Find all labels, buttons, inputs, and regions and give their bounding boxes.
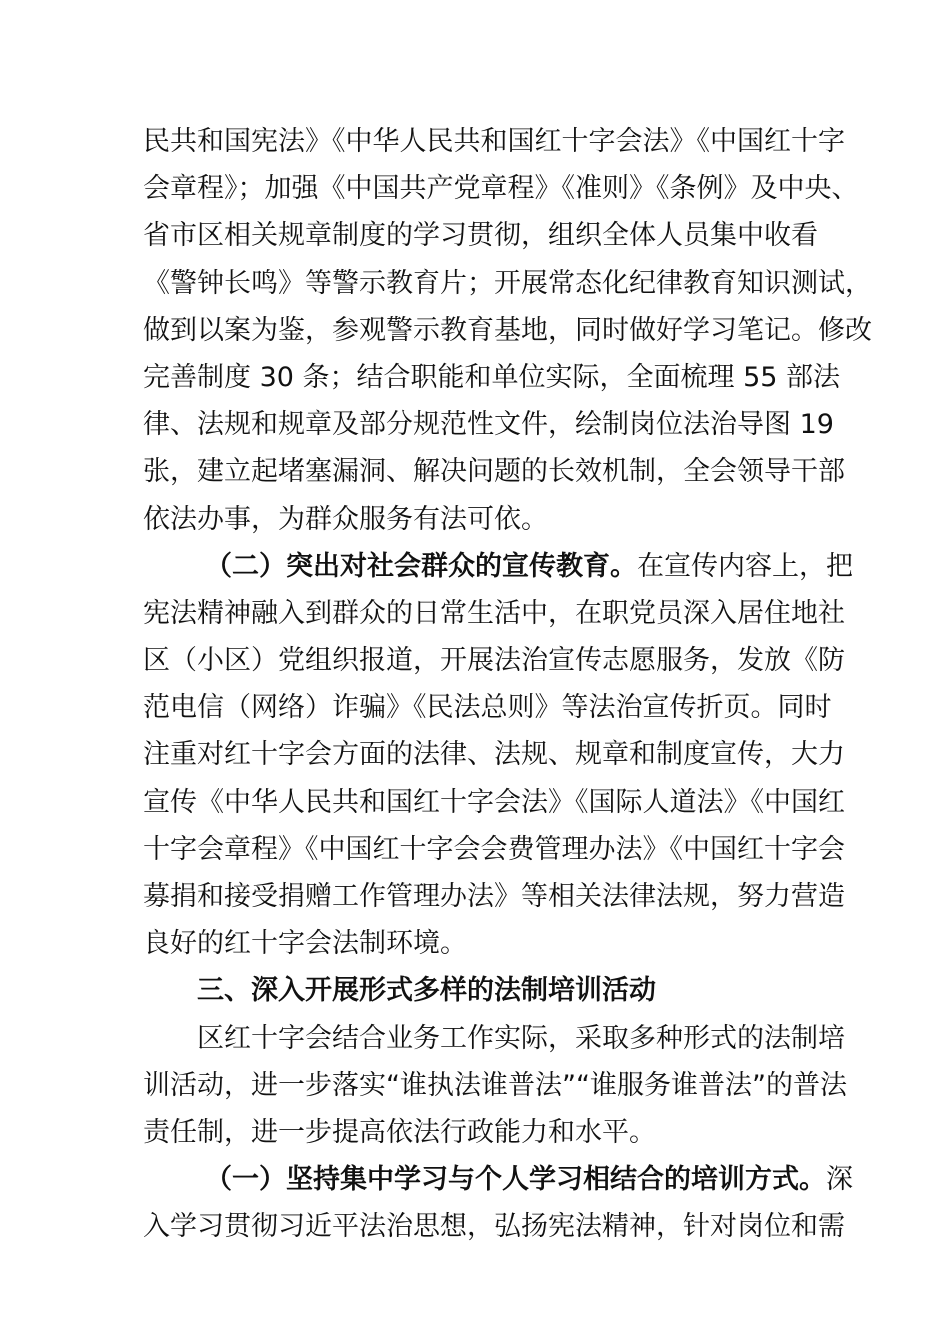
paragraph-line: 完善制度 30 条；结合职能和单位实际，全面梳理 55 部法: [143, 361, 841, 393]
document-body: [143, 118, 872, 1251]
paragraph-line: 注重对红十字会方面的法律、法规、规章和制度宣传，大力: [143, 739, 845, 771]
paragraph-line: 做到以案为鉴，参观警示教育基地，同时做好学习笔记。修改: [143, 314, 872, 346]
section-4-first-line: [143, 1156, 853, 1203]
paragraph-line: 良好的红十字会法制环境。: [143, 928, 467, 960]
paragraph-line: 依法办事，为群众服务有法可依。: [143, 503, 548, 535]
paragraph-line: 会章程》；加强《中国共产党章程》《准则》《条例》及中央、: [143, 173, 859, 205]
section-2-first-line: [143, 543, 853, 590]
paragraph-line: 责任制，进一步提高依法行政能力和水平。: [143, 1116, 656, 1148]
paragraph-line: 宣传《中华人民共和国红十字会法》《国际人道法》《中国红: [143, 786, 845, 818]
paragraph-line: 宪法精神融入到群众的日常生活中，在职党员深入居住地社: [143, 597, 845, 629]
section-4-heading: （一）坚持集中学习与个人学习相结合的培训方式。: [205, 1164, 826, 1196]
paragraph-line: 区（小区）党组织报道，开展法治宣传志愿服务，发放《防: [143, 645, 845, 677]
section-2-heading: （二）突出对社会群众的宣传教育。: [205, 550, 637, 582]
paragraph-line: 募捐和接受捐赠工作管理办法》等相关法律法规，努力营造: [143, 881, 845, 912]
paragraph-line: 张，建立起堵塞漏洞、解决问题的长效机制，全会领导干部: [143, 456, 845, 488]
paragraph-line: 民共和国宪法》《中华人民共和国红十字会法》《中国红十字: [143, 126, 845, 157]
paragraph-line: 十字会章程》《中国红十字会会费管理办法》《中国红十字会: [143, 833, 845, 865]
section-2-first-line-rest: 在宣传内容上，把: [637, 550, 853, 582]
paragraph-line: 律、法规和规章及部分规范性文件，绘制岗位法治导图 19: [143, 409, 834, 441]
paragraph-line: 训活动，进一步落实“谁执法谁普法”“谁服务谁普法”的普法: [143, 1069, 847, 1101]
paragraph-line: 《警钟长鸣》等警示教育片；开展常态化纪律教育知识测试，: [143, 267, 872, 299]
section-4-first-line-rest: 深: [826, 1164, 853, 1196]
paragraph-line: 入学习贯彻习近平法治思想，弘扬宪法精神，针对岗位和需: [143, 1211, 845, 1243]
paragraph-line: 区红十字会结合业务工作实际，采取多种形式的法制培: [197, 1022, 845, 1054]
paragraph-line: 范电信（网络）诈骗》《民法总则》等法治宣传折页。同时: [143, 692, 832, 724]
section-3-heading: 三、深入开展形式多样的法制培训活动: [197, 975, 656, 1007]
paragraph-line: 省市区相关规章制度的学习贯彻，组织全体人员集中收看: [143, 220, 818, 252]
